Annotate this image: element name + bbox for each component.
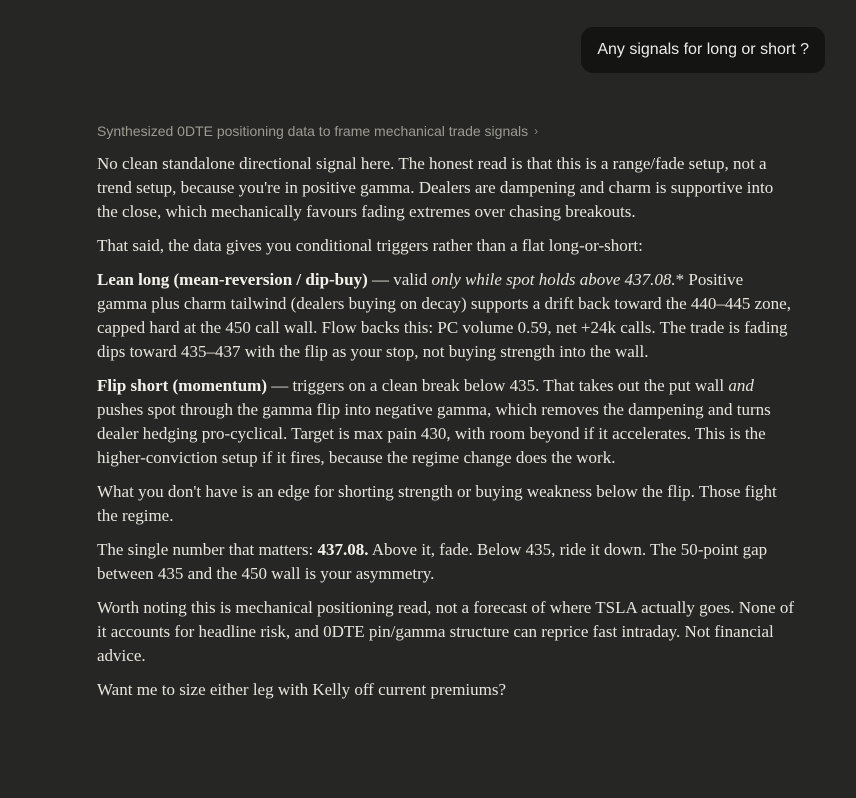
response-paragraph-lean-long bbox=[97, 268, 797, 364]
response-paragraph: Worth noting this is mechanical positioning read, not a forecast of where TSLA actually goes. None of it accounts for headline risk, and 0DTE pin/gamma structure can reprice fast intraday. Not financial advice. bbox=[97, 598, 795, 665]
lean-long-condition: only while spot holds above 437.08. bbox=[431, 270, 676, 289]
response-paragraph-flip-short bbox=[97, 374, 797, 470]
thinking-summary-toggle[interactable] bbox=[97, 123, 538, 139]
chevron-right-icon: › bbox=[534, 124, 539, 138]
lean-long-heading: Lean long (mean-reversion / dip-buy) bbox=[97, 270, 368, 289]
key-number-pre: The single number that matters: bbox=[97, 540, 318, 559]
key-number-body: Above it, fade. Below 435, ride it down. The 50-point gap between 435 and the 450 wall is your asymmetry. bbox=[97, 540, 768, 583]
flip-short-emphasis: and bbox=[728, 376, 754, 395]
lean-long-pre: — valid bbox=[367, 270, 432, 289]
user-message-text: Any signals for long or short ? bbox=[597, 41, 809, 58]
assistant-response bbox=[97, 152, 797, 712]
flip-short-body: pushes spot through the gamma flip into negative gamma, which removes the dampening and turns dealer hedging pro-cyclical. Target is max pain 430, with room beyond if it accelerates. This is the higher-conviction setup if it fires, because the regime change does the work. bbox=[97, 400, 771, 467]
flip-short-heading: Flip short (momentum) bbox=[97, 376, 267, 395]
response-paragraph: No clean standalone directional signal here. The honest read is that this is a range/fade setup, not a trend setup, because you're in positive gamma. Dealers are dampening and charm is supportive into the close, which mechanically favours fading extremes over chasing breakouts. bbox=[97, 154, 774, 221]
flip-short-pre: — triggers on a clean break below 435. That takes out the put wall bbox=[266, 376, 729, 395]
thinking-summary-text: Synthesized 0DTE positioning data to frame mechanical trade signals bbox=[97, 123, 529, 139]
key-number-value: 437.08. bbox=[317, 540, 369, 559]
user-message-bubble bbox=[581, 27, 825, 73]
response-paragraph: Want me to size either leg with Kelly off current premiums? bbox=[97, 680, 507, 699]
response-paragraph: What you don't have is an edge for shorting strength or buying weakness below the flip. Those fight the regime. bbox=[97, 482, 777, 525]
response-paragraph-key-number bbox=[97, 538, 797, 586]
response-paragraph: That said, the data gives you conditional triggers rather than a flat long-or-short: bbox=[97, 236, 643, 255]
lean-long-body: * Positive gamma plus charm tailwind (dealers buying on decay) supports a drift back toward the 440–445 zone, capped hard at the 450 call wall. Flow backs this: PC volume 0.59, net +24k calls. The trade is fading dips toward 435–437 with the flip as your stop, not buying strength into the wall. bbox=[97, 270, 791, 361]
